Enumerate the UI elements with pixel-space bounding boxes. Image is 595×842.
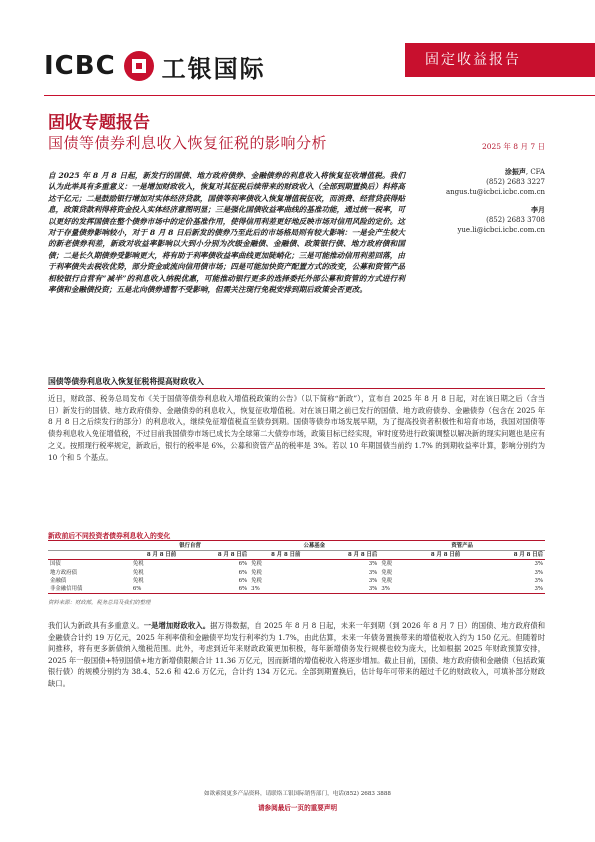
table-row-label: 国债 — [50, 561, 61, 568]
table-cell: 3% — [249, 585, 302, 594]
table-top-rule — [48, 540, 545, 541]
table-corner-cell — [48, 542, 131, 551]
author-2-email[interactable]: yue.li@icbci.icbc.com.cn — [457, 226, 545, 234]
table-row — [48, 585, 545, 594]
table-cell: 6% — [238, 577, 248, 584]
icbc-seal-icon — [124, 51, 154, 81]
header-divider — [44, 95, 595, 96]
report-title: 固收专题报告 — [48, 113, 150, 133]
table-row — [48, 577, 545, 585]
table-subheader: 8 月 8 日前 — [131, 551, 178, 560]
analysis-lead: 我们认为新政具有多重意义。 — [48, 621, 144, 630]
table-row — [48, 560, 545, 569]
section-divider — [48, 388, 545, 389]
table-cell: 免税 — [251, 561, 262, 568]
table-cell: 免税 — [132, 569, 144, 576]
table-cell: 免税 — [381, 577, 393, 584]
section-heading: 国债等债券利息收入恢复征税将提高财政收入 — [48, 377, 204, 386]
table-cell: 免税 — [381, 569, 393, 576]
table-cell: 3% — [379, 585, 462, 594]
table-cell: 3% — [462, 585, 545, 594]
table-row — [48, 569, 545, 577]
table-cell: 6% — [238, 561, 248, 568]
table-cell: 3% — [368, 561, 378, 568]
author-2-name: 李月 — [531, 205, 545, 214]
table-cell: 6% — [131, 585, 178, 594]
table-subheader: 8 月 8 日后 — [302, 551, 379, 560]
logo-text: ICBC — [44, 51, 116, 81]
table-cell: 3% — [302, 585, 379, 594]
table-title: 新政前后不同投资者债券利息收入的变化 — [48, 532, 171, 540]
footer-disclaimer-link[interactable]: 请参阅最后一页的重要声明 — [257, 804, 338, 812]
table-cell: 免税 — [251, 569, 262, 576]
table-cell: 3% — [534, 569, 543, 576]
table-cell: 免税 — [251, 577, 262, 584]
table-group-header: 资管产品 — [379, 542, 545, 551]
table-subheader: 8 月 8 日后 — [178, 551, 249, 560]
logo-chinese-name: 工银国际 — [161, 54, 266, 83]
table-subheader: 8 月 8 日前 — [249, 551, 302, 560]
table-cell: 免税 — [132, 577, 144, 584]
report-header — [0, 0, 595, 110]
author-2-phone: (852) 2683 3708 — [486, 216, 545, 224]
table-group-header: 公募基金 — [249, 542, 379, 551]
table-cell: 3% — [368, 569, 378, 576]
table-source-note: 资料来源：财政部，税务总局及我们的整理 — [48, 600, 151, 606]
icbc-logo — [44, 48, 266, 84]
analysis-body: 据万得数据，自 2025 年 8 月 8 日起，未来一年到期（到 2026 年 8 月 7 日）的国债、地方政府债和金融债合计约 19 万亿元，2025 年利率债和金融债平均发行利率约为 1.7%，由此估算，未来一年债务置换带来的增值税收入约为 150 亿元。但随着时间推移，将有更多新债纳入缴税范围。此外，考虑到近年来财政政策更加积极，每年新增债务发行规模也较为庞大，比如根据 2025 年财政预算安排，2025 年一般国债+特别国债+地方新增债限额合计 11.36 万亿元，因而新增的增值税收入将逐步增加。截止目前，国债、地方政府债和金融债（包括政策银行债）的规模分别约为 38.4、52.6 和 42.6 万亿元，合计约 134 万亿元。全部到期置换后，估计每年可带来的超过千亿的财政收入，可填补部分财政缺口。 — [48, 621, 546, 688]
report-type-banner: 固定收益报告 — [405, 43, 595, 77]
author-1-email[interactable]: angus.tu@icbci.icbc.com.cn — [445, 188, 545, 196]
author-1-name: 涂振声 — [504, 167, 526, 176]
table-row-label: 非金融信用债 — [48, 585, 131, 594]
table-cell: 6% — [178, 585, 249, 594]
table-cell: 3% — [534, 561, 543, 568]
table-cell: 3% — [534, 577, 543, 584]
analysis-emphasis: 一是增加财政收入。 — [143, 621, 211, 630]
author-1-suffix: , CFA — [525, 168, 545, 176]
table-subheader: 8 月 8 日前 — [379, 551, 462, 560]
analysis-paragraph — [48, 620, 545, 690]
table-cell: 免税 — [381, 561, 393, 568]
table-group-header-row — [48, 542, 545, 551]
table-group-header: 银行自营 — [131, 542, 249, 551]
author-1-name-line — [415, 167, 545, 177]
interest-tax-table — [48, 542, 545, 594]
author-block — [415, 167, 545, 235]
footer-contact-note: 如欲索阅更多产品资料，请联络工银国际销售部门，电话(852) 2683 3888 — [204, 791, 391, 797]
table-cell: 免税 — [132, 561, 144, 568]
report-date: 2025 年 8 月 7 日 — [481, 142, 545, 151]
table-subheader: 8 月 8 日后 — [462, 551, 545, 560]
table-row-label: 地方政府债 — [50, 569, 77, 576]
table-row-label: 金融债 — [50, 577, 67, 584]
abstract-summary: 自 2025 年 8 月 8 日起，新发行的国债、地方政府债券、金融债券的利息收入将恢复征收增值税。我们认为此举具有多重意义：一是增加财政收入，恢复对其征税后续带来的财政收入（全部到期置换后）料将高达千亿元；二是鼓励银行增加对实体经济贷款，国债等利率债收入恢复增值税征收，而消费、经营贷获得贴息，政策贷款利得将资金投入实体经济意图明显；三是强化国债收益率曲线的基准功能，通过统一税率，可以更好的发挥国债在整个债券市场中的定价基准作用，使得信用利差更好地反映市场对信用风险的定价。这对于存量债券影响较小，对于 8 月 8 日后新发的债券乃至此后的市场格局则有较大影响：一是会产生较大的新老债券利差，新政对收益率影响以大到小分别为次级金融债、金融债、政策银行债、地方政府债和国债；二是长久期债券受影响更大，将有助于利率债收益率曲线更加陡峭化；三是可能推动信用利差回落，由于利率债失去税收优势，部分资金或流向信用债市场；四是可能加快资产配置方式的改变，公募和资管产品相较银行自营有“减半”的利息收入纳税优惠，可能推动银行更多的选择委托外部公募和资管的方式进行利率债和金融债投资；五是北向债券通暂不受影响，但需关注现行免税安排到期后政策会否更改。 — [48, 171, 405, 295]
author-1-phone: (852) 2683 3227 — [486, 178, 545, 186]
table-cell: 6% — [238, 569, 248, 576]
report-subtitle: 国债等债券利息收入恢复征税的影响分析 — [48, 134, 328, 152]
table-cell: 3% — [368, 577, 378, 584]
section-body-paragraph: 近日，财政部、税务总局发布《关于国债等债券利息收入增值税政策的公告》（以下简称“新政”），宣布自 2025 年 8 月 8 日起，对在该日期之后（含当日）新发行的国债、地方政府债券、金融债券的利息收入，恢复征收增值税。对在该日期之前已发行的国债、地方政府债券、金融债券（包含在 2025 年 8 月 8 日之后续发行的部分）的利息收入，继续免征增值税直至债券到期。国债等债券市场发展早期，为了提高投资者积极性和培育市场，我国对国债等债券利息收入免征增值税，不过目前我国债券市场已成长为全球第二大债券市场，政策目标已经实现，审时度势进行政策调整以解决新的现实问题也是应有之义。按照现行税率规定，新政后，银行的税率是 6%，公募和资管产品的税率是 3%。若以 10 年期国债当前约 1.7% 的到期收益率计算，影响分别约为 10 个和 5 个基点。 — [48, 394, 545, 462]
table-subheader-row — [48, 551, 545, 560]
